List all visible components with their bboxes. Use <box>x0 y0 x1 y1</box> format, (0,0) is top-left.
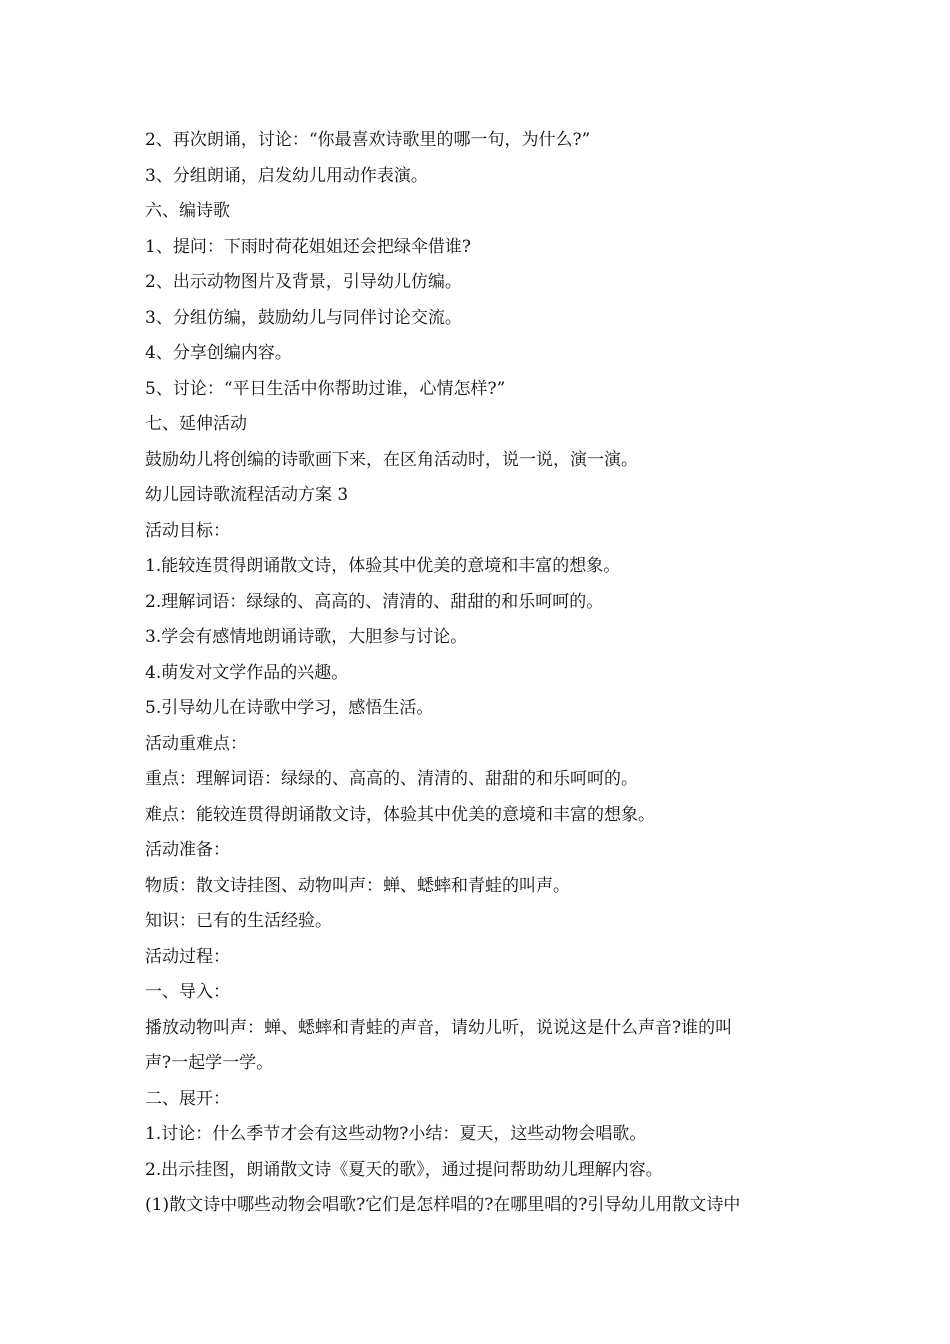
text-line-14: 2.理解词语：绿绿的、高高的、清清的、甜甜的和乐呵呵的。 <box>145 591 604 612</box>
text-line-22: 物质：散文诗挂图、动物叫声：蝉、蟋蟀和青蛙的叫声。 <box>145 875 570 896</box>
text-line-1: 2、再次朗诵，讨论：“你最喜欢诗歌里的哪一句，为什么?” <box>145 130 591 150</box>
section-heading-key-points: 活动重难点： <box>145 733 247 754</box>
document-body <box>145 123 813 1224</box>
text-line-13: 1.能较连贯得朗诵散文诗，体验其中优美的意境和丰富的想象。 <box>145 556 621 576</box>
section-heading-compose-poem: 六、编诗歌 <box>145 201 230 221</box>
text-line-27: 声?一起学一学。 <box>145 1053 274 1073</box>
section-heading-preparation: 活动准备： <box>145 840 230 860</box>
text-line-2: 3、分组朗诵，启发幼儿用动作表演。 <box>145 165 428 186</box>
text-line-30: 2.出示挂图，朗诵散文诗《夏天的歌》，通过提问帮助幼儿理解内容。 <box>145 1159 663 1180</box>
text-line-7: 4、分享创编内容。 <box>145 343 292 363</box>
text-line-10: 鼓励幼儿将创编的诗歌画下来，在区角活动时，说一说，演一演。 <box>145 449 638 470</box>
section-heading-goals: 活动目标： <box>145 520 230 541</box>
text-line-29: 1.讨论：什么季节才会有这些动物?小结：夏天，这些动物会唱歌。 <box>145 1124 647 1144</box>
text-line-23: 知识：已有的生活经验。 <box>145 911 332 931</box>
plan-title: 幼儿园诗歌流程活动方案 3 <box>145 485 349 505</box>
text-line-4: 1、提问：下雨时荷花姐姐还会把绿伞借谁? <box>145 236 471 257</box>
text-line-31: (1)散文诗中哪些动物会唱歌?它们是怎样唱的?在哪里唱的?引导幼儿用散文诗中 <box>145 1195 741 1215</box>
text-line-16: 4.萌发对文学作品的兴趣。 <box>145 662 349 683</box>
section-heading-extension: 七、延伸活动 <box>145 414 247 434</box>
text-line-8: 5、讨论：“平日生活中你帮助过谁，心情怎样?” <box>145 378 506 399</box>
text-line-20: 难点：能较连贯得朗诵散文诗，体验其中优美的意境和丰富的想象。 <box>145 804 655 825</box>
text-line-15: 3.学会有感情地朗诵诗歌，大胆参与讨论。 <box>145 627 468 647</box>
subheading-expand: 二、展开： <box>145 1088 230 1109</box>
text-line-5: 2、出示动物图片及背景，引导幼儿仿编。 <box>145 272 462 292</box>
text-line-19: 重点：理解词语：绿绿的、高高的、清清的、甜甜的和乐呵呵的。 <box>145 769 638 789</box>
text-line-17: 5.引导幼儿在诗歌中学习，感悟生活。 <box>145 698 434 718</box>
text-line-26: 播放动物叫声：蝉、蟋蟀和青蛙的声音，请幼儿听，说说这是什么声音?谁的叫 <box>145 1017 733 1038</box>
subheading-intro: 一、导入： <box>145 982 230 1002</box>
section-heading-process: 活动过程： <box>145 946 230 967</box>
text-line-6: 3、分组仿编，鼓励幼儿与同伴讨论交流。 <box>145 307 462 328</box>
